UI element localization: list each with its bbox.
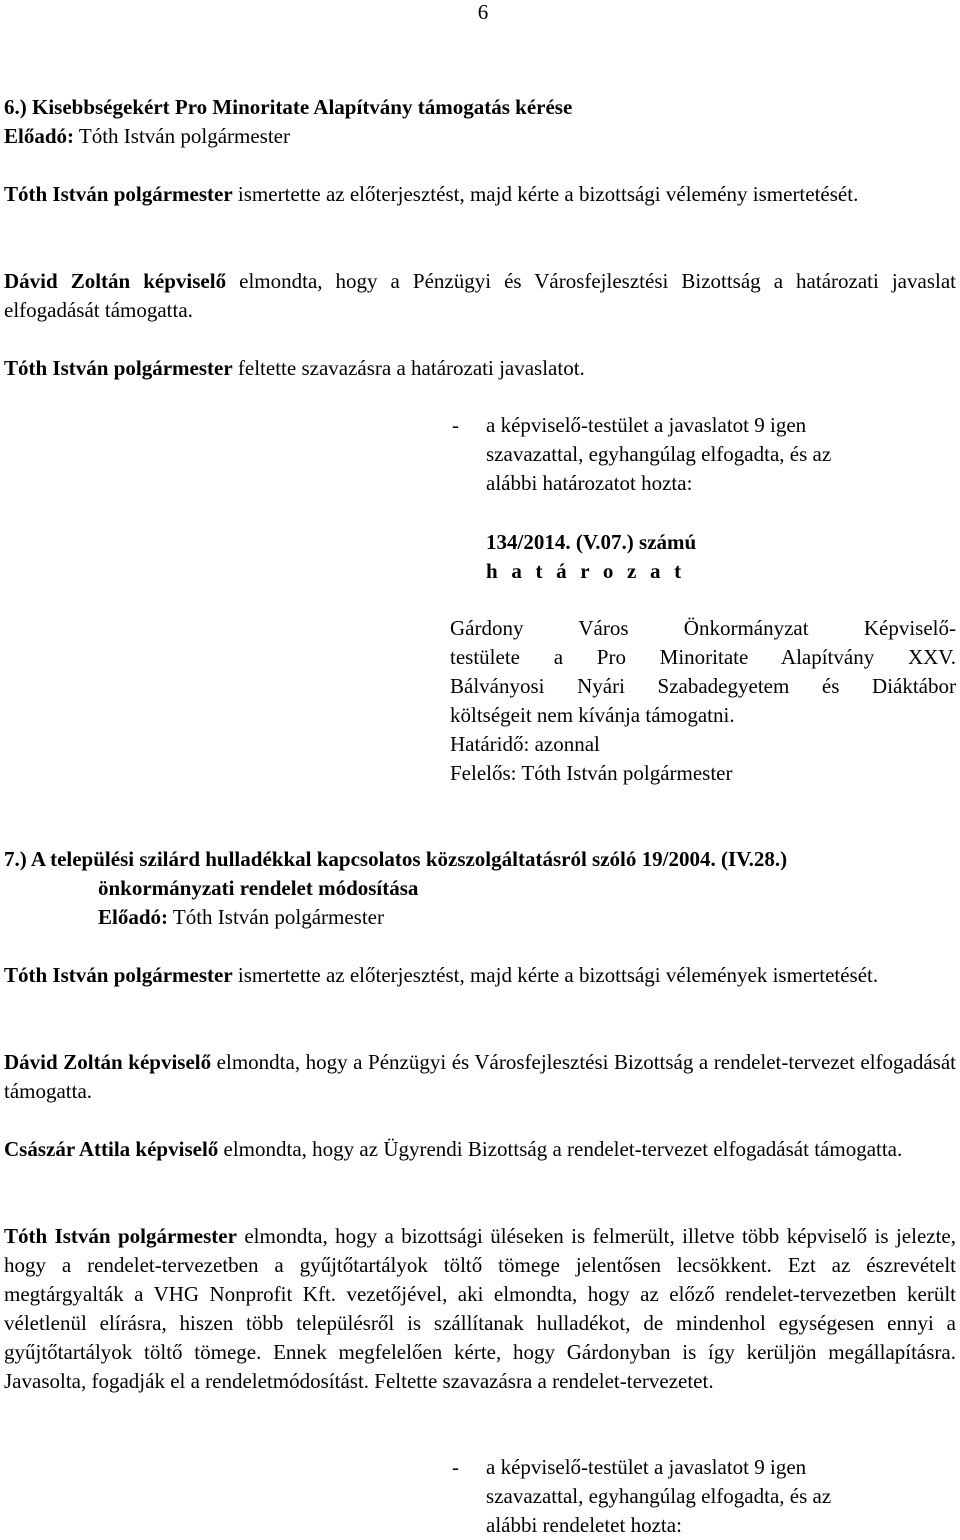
resolution-line-1: Gárdony Város Önkormányzat Képviselő- xyxy=(450,616,956,640)
item7-p3-speaker: Császár Attila képviselő xyxy=(4,1137,219,1161)
item7-p3-text: elmondta, hogy az Ügyrendi Bizottság a rendelet-tervezet elfogadását támogatta. xyxy=(218,1137,903,1161)
item6-presenter xyxy=(4,122,956,151)
item7-p1-speaker: Tóth István polgármester xyxy=(4,963,233,987)
item6-vote-line-2: szavazattal, egyhangúlag elfogadta, és az xyxy=(486,442,832,466)
item7-presenter-label: Előadó: xyxy=(98,905,169,929)
item7-title-line-2: önkormányzati rendelet módosítása xyxy=(98,876,419,900)
resolution-number: 134/2014. (V.07.) számú xyxy=(486,530,697,554)
item7-paragraph-1 xyxy=(4,961,956,990)
item7-vote-line-3: alábbi rendeletet hozta: xyxy=(486,1513,682,1537)
item6-p2-speaker: Dávid Zoltán képviselő xyxy=(4,269,227,293)
resolution-line-4: költségeit nem kívánja támogatni. xyxy=(450,703,735,727)
item7-p4-speaker: Tóth István polgármester xyxy=(4,1224,237,1248)
item7-p4-text: elmondta, hogy a bizottsági üléseken is felmerült, illetve több képviselő is jelezte, hogy a rendelet-tervezetben a gyűjtőtartályok töltő tömege jelentősen lecsökkent. Ezt az észrevételt megtárgyalták a VHG Nonprofit Kft. vezetőjével, aki elmondta, hogy az előző rendelet-tervezetben került véletlenül elírásra, hiszen több településről is szállítanak hulladékot, de mindenhol egységesen ennyi a gyűjtőtartályok töltő tömege. Ennek megfelelően kérte, hogy Gárdonyban is így kerüljön megállapításra. Javasolta, fogadják el a rendeletmódosítást. Feltette szavazásra a rendelet-tervezetet. xyxy=(4,1224,956,1393)
item6-title: 6.) Kisebbségekért Pro Minoritate Alapítvány támogatás kérése xyxy=(4,95,573,119)
item7-p2-text: elmondta, hogy a Pénzügyi és Városfejlesztési Bizottság a rendelet-tervezet elfogadását támogatta. xyxy=(4,1050,956,1103)
item6-p3-speaker: Tóth István polgármester xyxy=(4,356,233,380)
resolution-heading: h a t á r o z a t xyxy=(486,559,686,583)
item7-paragraph-2 xyxy=(4,1048,956,1106)
item7-presenter-name: Tóth István polgármester xyxy=(168,905,384,929)
item6-p1-text: ismertette az előterjesztést, majd kérte a bizottsági vélemény ismertetését. xyxy=(232,182,859,206)
item7-presenter xyxy=(98,903,956,932)
resolution-deadline xyxy=(450,730,956,759)
item7-title-line-1: 7.) A települési szilárd hulladékkal kapcsolatos közszolgáltatásról szóló 19/2004. (IV.28.) xyxy=(4,847,788,871)
item6-p3-text: feltette szavazásra a határozati javaslatot. xyxy=(232,356,585,380)
item6-paragraph-1 xyxy=(4,180,956,209)
page-number: 6 xyxy=(477,0,489,24)
item6-paragraph-3 xyxy=(4,354,956,383)
item6-presenter-label: Előadó: xyxy=(4,124,75,148)
deadline-label: Határidő: xyxy=(450,732,530,756)
item6-vote-line-3: alábbi határozatot hozta: xyxy=(486,471,693,495)
item7-paragraph-4 xyxy=(4,1222,956,1396)
item6-vote-line-1: a képviselő-testület a javaslatot 9 igen xyxy=(486,413,807,437)
resolution-text xyxy=(450,614,956,788)
resolution-line-2: testülete a Pro Minoritate Alapítvány XXV. xyxy=(450,645,956,669)
item6-vote-result: - a képviselő-testület a javaslatot 9 igen szavazattal, egyhangúlag elfogadta, és az alábbi határozatot hozta: xyxy=(452,411,956,498)
responsible-label: Felelős: xyxy=(450,761,517,785)
item6-presenter-name: Tóth István polgármester xyxy=(74,124,290,148)
item7-vote-line-2: szavazattal, egyhangúlag elfogadta, és az xyxy=(486,1484,832,1508)
item7-p2-speaker: Dávid Zoltán képviselő xyxy=(4,1050,212,1074)
resolution-responsible xyxy=(450,759,956,788)
responsible-value: Tóth István polgármester xyxy=(516,761,733,785)
resolution-line-3: Bálványosi Nyári Szabadegyetem és Diáktábor xyxy=(450,674,956,698)
item6-p1-speaker: Tóth István polgármester xyxy=(4,182,233,206)
deadline-value: azonnal xyxy=(529,732,600,756)
item6-paragraph-2 xyxy=(4,267,956,325)
item7-paragraph-3 xyxy=(4,1135,956,1164)
item7-p1-text: ismertette az előterjesztést, majd kérte a bizottsági vélemények ismertetését. xyxy=(232,963,879,987)
item7-vote-line-1: a képviselő-testület a javaslatot 9 igen xyxy=(486,1455,807,1479)
item7-vote-result: - a képviselő-testület a javaslatot 9 igen szavazattal, egyhangúlag elfogadta, és az alábbi rendeletet hozta: xyxy=(452,1453,956,1540)
item6-p2-text: elmondta, hogy a Pénzügyi és Városfejlesztési Bizottság a határozati javaslat elfogadását támogatta. xyxy=(4,269,956,322)
